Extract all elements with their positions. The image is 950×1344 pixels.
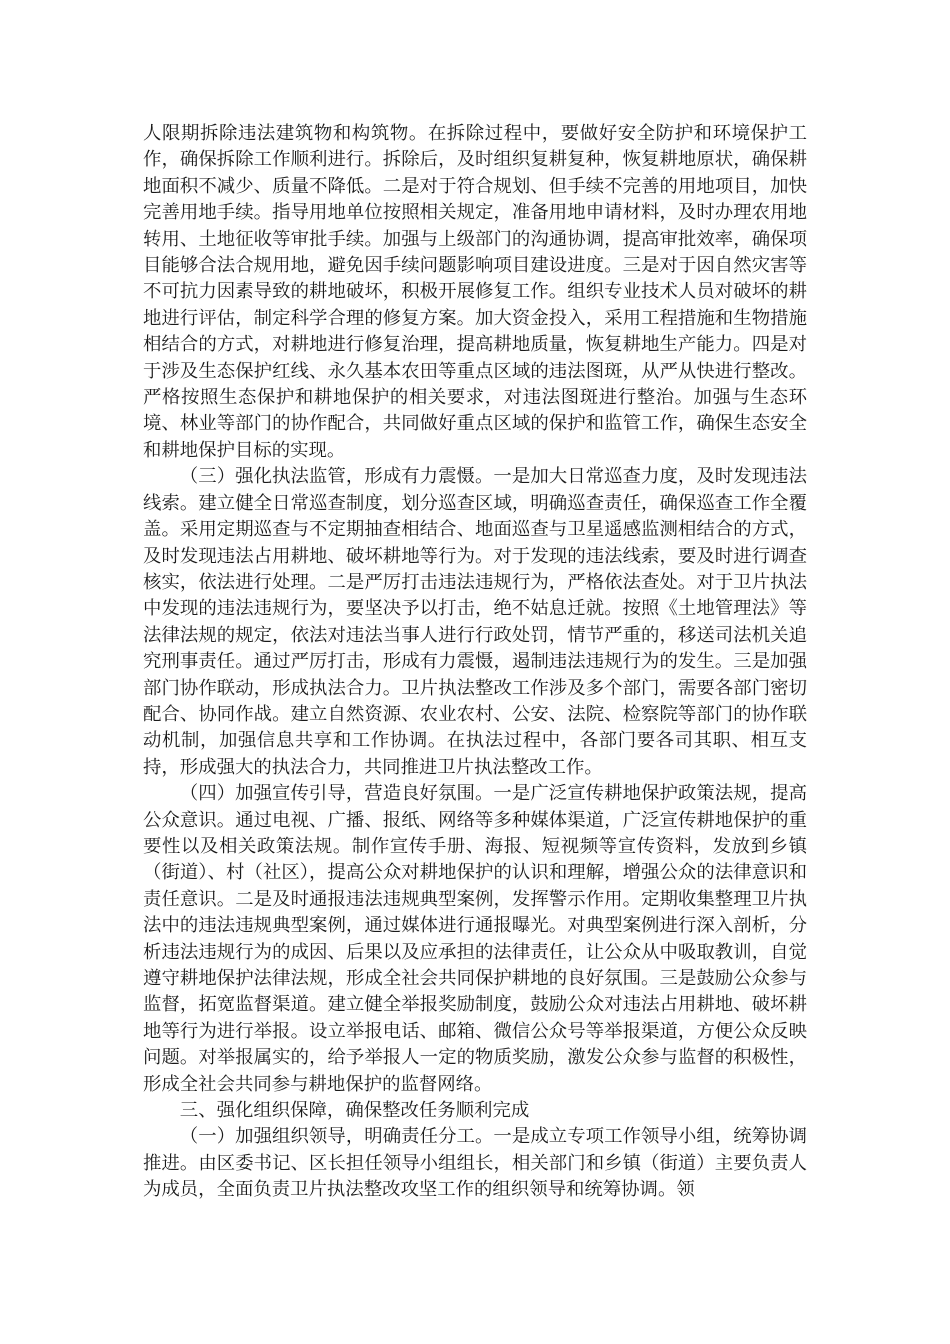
section-heading: 三、强化组织保障，确保整改任务顺利完成 xyxy=(179,1100,530,1122)
body-paragraph-section-3: （三）强化执法监管，形成有力震慑。一是加大日常巡查力度，及时发现违法线索。建立健全日常巡查制度，划分巡查区域，明确巡查责任，确保巡查工作全覆盖。采用定期巡查与不定期抽查相结合、地面巡查与卫星遥感监测相结合的方式，及时发现违法占用耕地、破坏耕地等行为。对于发现的违法线索，要及时进行调查核实，依法进行处理。二是严厉打击违法违规行为，严格依法查处。对于卫片执法中发现的违法违规行为，要坚决予以打击，绝不姑息迁就。按照《土地管理法》等法律法规的规定，依法对违法当事人进行行政处罚，情节严重的，移送司法机关追究刑事责任。通过严厉打击，形成有力震慑，遏制违法违规行为的发生。三是加强部门协作联动，形成执法合力。卫片执法整改工作涉及多个部门，需要各部门密切配合、协同作战。建立自然资源、农业农村、公安、法院、检察院等部门的协作联动机制，加强信息共享和工作协调。在执法过程中，各部门要各司其职、相互支持，形成强大的执法合力，共同推进卫片执法整改工作。 xyxy=(143,466,807,778)
document-page xyxy=(143,121,807,1204)
body-paragraph-subsection-1: （一）加强组织领导，明确责任分工。一是成立专项工作领导小组，统筹协调推进。由区委书记、区长担任领导小组组长，相关部门和乡镇（街道）主要负责人为成员，全面负责卫片执法整改攻坚工作的组织领导和统筹协调。领 xyxy=(143,1126,807,1201)
body-paragraph-1: 人限期拆除违法建筑物和构筑物。在拆除过程中，要做好安全防护和环境保护工作，确保拆除工作顺利进行。拆除后，及时组织复耕复种，恢复耕地原状，确保耕地面积不减少、质量不降低。二是对于符合规划、但手续不完善的用地项目，加快完善用地手续。指导用地单位按照相关规定，准备用地申请材料，及时办理农用地转用、土地征收等审批手续。加强与上级部门的沟通协调，提高审批效率，确保项目能够合法合规用地，避免因手续问题影响项目建设进度。三是对于因自然灾害等不可抗力因素导致的耕地破坏，积极开展修复工作。组织专业技术人员对破坏的耕地进行评估，制定科学合理的修复方案。加大资金投入，采用工程措施和生物措施相结合的方式，对耕地进行修复治理，提高耕地质量，恢复耕地生产能力。四是对于涉及生态保护红线、永久基本农田等重点区域的违法图斑，从严从快进行整改。严格按照生态保护和耕地保护的相关要求，对违法图斑进行整治。加强与生态环境、林业等部门的协作配合，共同做好重点区域的保护和监管工作，确保生态安全和耕地保护目标的实现。 xyxy=(143,123,807,461)
body-paragraph-section-4: （四）加强宣传引导，营造良好氛围。一是广泛宣传耕地保护政策法规，提高公众意识。通过电视、广播、报纸、网络等多种媒体渠道，广泛宣传耕地保护的重要性以及相关政策法规。制作宣传手册、海报、短视频等宣传资料，发放到乡镇（街道）、村（社区），提高公众对耕地保护的认识和理解，增强公众的法律意识和责任意识。二是及时通报违法违规典型案例，发挥警示作用。定期收集整理卫片执法中的违法违规典型案例，通过媒体进行通报曝光。对典型案例进行深入剖析，分析违法违规行为的成因、后果以及应承担的法律责任，让公众从中吸取教训，自觉遵守耕地保护法律法规，形成全社会共同保护耕地的良好氛围。三是鼓励公众参与监督，拓宽监督渠道。建立健全举报奖励制度，鼓励公众对违法占用耕地、破坏耕地等行为进行举报。设立举报电话、邮箱、微信公众号等举报渠道，方便公众反映问题。对举报属实的，给予举报人一定的物质奖励，激发公众参与监督的积极性，形成全社会共同参与耕地保护的监督网络。 xyxy=(143,783,807,1095)
